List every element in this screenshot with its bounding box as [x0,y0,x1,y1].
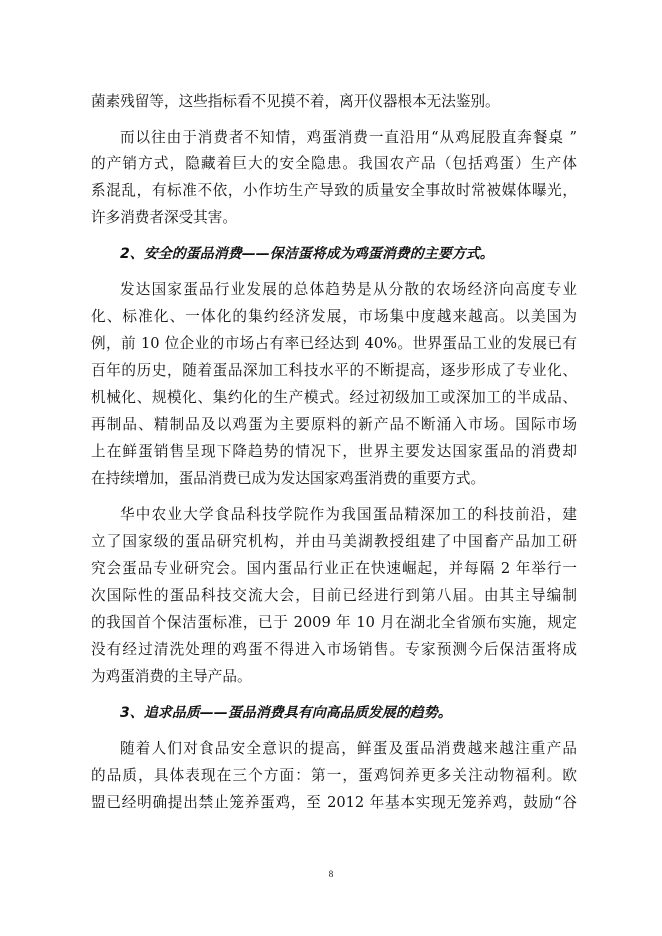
body-line: 发达国家蛋品行业发展的总体趋势是从分散的农场经济向高度专业 [120,281,577,298]
body-line: 例，前 10 位企业的市场占有率已经达到 40%。世界蛋品工业的发展已有 [91,335,577,352]
body-line: 次国际性的蛋品科技交流大会，目前已经进行到第八届。由其主导编制 [91,587,577,604]
body-line: 许多消费者深受其害。 [91,209,237,226]
body-line: 的我国首个保洁蛋标准，已于 2009 年 10 月在湖北全省颁布实施，规定 [91,614,577,631]
body-line: 的品质，具体表现在三个方面：第一，蛋鸡饲养更多关注动物福利。欧 [91,767,577,784]
body-line: 盟已经明确提出禁止笼养蛋鸡，至 2012 年基本实现无笼养鸡，鼓励“谷 [91,794,577,811]
body-line: 华中农业大学食品科技学院作为我国蛋品精深加工的科技前沿，建 [120,506,577,523]
body-line: 系混乱，有标准不依，小作坊生产导致的质量安全事故时常被媒体曝光， [91,182,577,199]
body-line: 再制品、精制品及以鸡蛋为主要原料的新产品不断涌入市场。国际市场 [91,416,577,433]
section-heading: 2、安全的蛋品消费——保洁蛋将成为鸡蛋消费的主要方式。 [120,246,494,262]
section-heading: 3、追求品质——蛋品消费具有向高品质发展的趋势。 [120,705,452,721]
body-line: 机械化、规模化、集约化的生产模式。经过初级加工或深加工的半成品、 [91,389,577,406]
body-line: 而以往由于消费者不知情，鸡蛋消费一直沿用“从鸡屁股直奔餐桌 ” [120,129,577,146]
body-line: 化、标准化、一体化的集约经济发展，市场集中度越来越高。以美国为 [91,308,577,325]
page-number: 8 [328,869,334,879]
body-line: 没有经过清洗处理的鸡蛋不得进入市场销售。专家预测今后保洁蛋将成 [91,641,577,658]
body-line: 立了国家级的蛋品研究机构，并由马美湖教授组建了中国畜产品加工研 [91,533,577,550]
body-line: 为鸡蛋消费的主导产品。 [91,668,252,685]
body-line: 菌素残留等，这些指标看不见摸不着，离开仪器根本无法鉴别。 [91,93,500,110]
body-line: 究会蛋品专业研究会。国内蛋品行业正在快速崛起，并每隔 2 年举行一 [91,560,577,577]
body-line: 随着人们对食品安全意识的提高，鲜蛋及蛋品消费越来越注重产品 [120,740,577,757]
body-line: 上在鲜蛋销售呈现下降趋势的情况下，世界主要发达国家蛋品的消费却 [91,443,577,460]
body-line: 在持续增加，蛋品消费已成为发达国家鸡蛋消费的重要方式。 [91,470,486,487]
body-line: 的产销方式，隐藏着巨大的安全隐患。我国农产品（包括鸡蛋）生产体 [91,155,577,172]
body-line: 百年的历史，随着蛋品深加工科技水平的不断提高，逐步形成了专业化、 [91,362,577,379]
